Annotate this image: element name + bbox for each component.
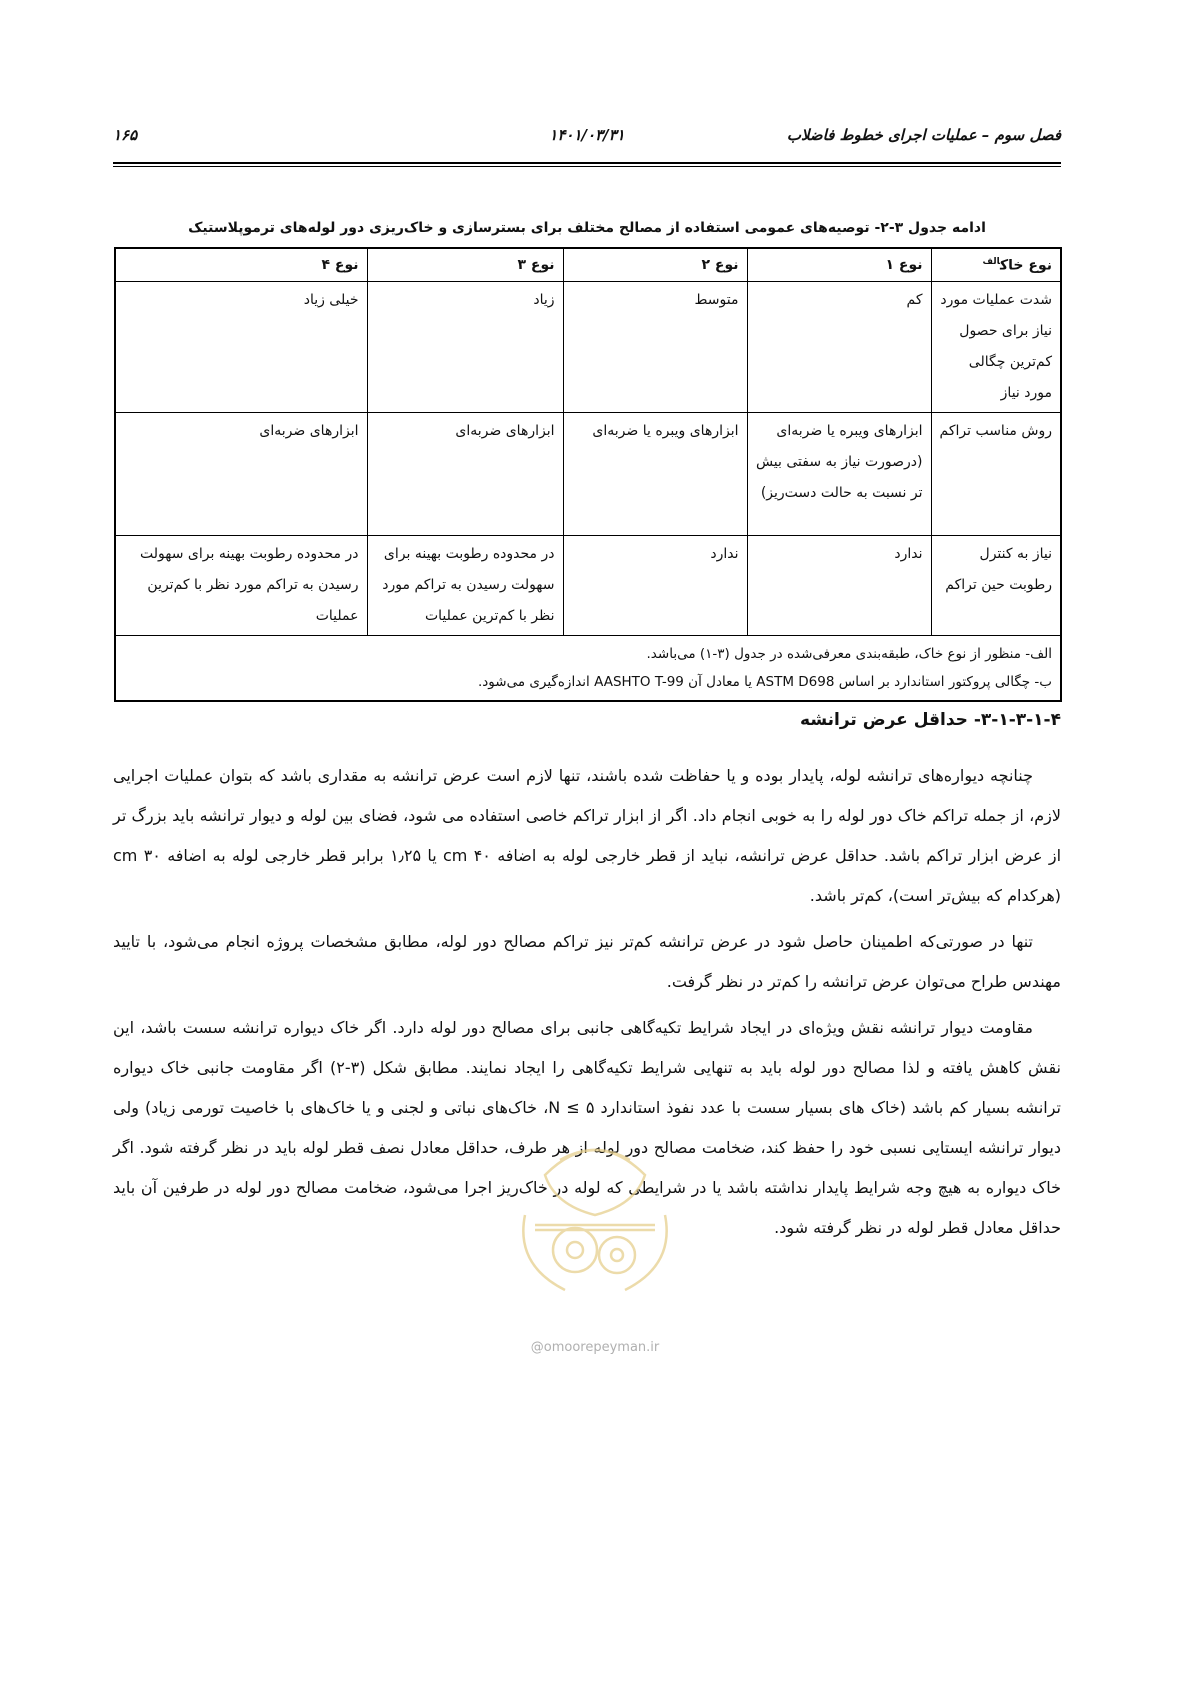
header-date: ۱۴۰۱/۰۳/۳۱ [549, 126, 625, 144]
table-cell: شدت عملیات مورد نیاز برای حصول کم‌ترین چگالی مورد نیاز [931, 282, 1061, 413]
table-row [115, 413, 1061, 536]
table-cell: ابزارهای ویبره یا ضربه‌ای (درصورت نیاز به سفتی بیش تر نسبت به حالت دست‌ریز) [747, 413, 931, 536]
table-header-cell: نوع خاک$^{الف}$ [931, 248, 1061, 282]
header-rule-thin [113, 166, 1061, 167]
table-cell: روش مناسب تراکم [931, 413, 1061, 536]
table-row [115, 536, 1061, 636]
table-header-cell: نوع ۴ [115, 248, 367, 282]
paragraph: مقاومت دیوار ترانشه نقش ویژه‌ای در ایجاد شرایط تکیه‌گاهی جانبی برای مصالح دور لوله دارد. اگر خاک دیواره ترانشه سست باشد، این نقش کاهش یافته و لذا مصالح دور لوله باید به تنهایی شرایط تکیه‌گاهی را ایجاد نمایند. مطابق شکل (۳-۲) اگر مقاومت جانبی خاک دیواره ترانشه بسیار کم باشد (خاک های بسیار سست با عدد نفوذ استاندارد ۵ ≥ N، خاک‌های نباتی و لجنی و یا خاک‌های با خاصیت تورمی زیاد) ولی دیوار ترانشه ایستایی نسبی خود را حفظ کند، ضخامت مصالح دور لوله از هر طرف، حداقل معادل نصف قطر لوله باید در نظر گرفته شود. اگر خاک دیواره به هیچ وجه شرایط پایدار نداشته باشد یا در شرایطی که لوله در خاک‌ریز اجرا می‌شود، ضخامت مصالح دور لوله در طرفین آن باید حداقل معادل قطر لوله در نظر گرفته شود. [113, 1018, 1062, 1237]
table-row [115, 282, 1061, 413]
table-header-cell: نوع ۲ [563, 248, 747, 282]
recommendations-table [114, 247, 1062, 702]
table-cell: خیلی زیاد [115, 282, 367, 413]
paragraph: چنانچه دیواره‌های ترانشه لوله، پایدار بوده و یا حفاظت شده باشند، تنها لازم است عرض ترانشه به مقداری باشد که بتوان عملیات اجرایی لازم، از جمله تراکم خاک دور لوله را به خوبی انجام داد. اگر از ابزار تراکم خاصی استفاده می شود، فضای بین لوله و دیوار ترانشه باید بزرگ تر از عرض ابزار تراکم باشد. حداقل عرض ترانشه، نباید از قطر خارجی لوله به اضافه ۴۰ cm یا ۱٫۲۵ برابر قطر خارجی لوله به اضافه ۳۰ cm (هرکدام که بیش‌تر است)، کم‌تر باشد. [113, 766, 1062, 905]
watermark-logo-icon [505, 1105, 685, 1305]
table-notes-row [115, 636, 1061, 702]
table-header-cell: نوع ۱ [747, 248, 931, 282]
table-note: الف- منظور از نوع خاک، طبقه‌بندی معرفی‌شده در جدول (۳-۱) می‌باشد. [646, 646, 1052, 662]
table-cell: ندارد [747, 536, 931, 636]
table-note: ب- چگالی پروکتور استاندارد بر اساس ASTM D698 یا معادل آن AASHTO T-99 اندازه‌گیری می‌شود. [477, 674, 1052, 690]
chapter-title: فصل سوم – عملیات اجرای خطوط فاضلاب [786, 126, 1061, 144]
table-cell: در محدوده رطوبت بهینه برای سهولت رسیدن به تراکم مورد نظر با کم‌ترین عملیات [367, 536, 563, 636]
table-cell: ابزارهای ضربه‌ای [367, 413, 563, 536]
table-caption: ادامه جدول ۳-۲- توصیه‌های عمومی استفاده از مصالح مختلف برای بسترسازی و خاک‌ریزی دور لوله‌های ترموپلاستیک [188, 220, 986, 236]
table-cell: نیاز به کنترل رطوبت حین تراکم [931, 536, 1061, 636]
watermark-site: @omoorepeyman.ir [530, 1340, 660, 1355]
section-heading: ۳-۱-۳-۱-۴- حداقل عرض ترانشه [800, 710, 1061, 730]
table-header-row [115, 248, 1061, 282]
table-notes [115, 636, 1061, 702]
table-cell: در محدوده رطوبت بهینه برای سهولت رسیدن به تراکم مورد نظر با کم‌ترین عملیات [115, 536, 367, 636]
table-header-cell: نوع ۳ [367, 248, 563, 282]
paragraph: تنها در صورتی‌که اطمینان حاصل شود در عرض ترانشه کم‌تر نیز تراکم مصالح دور لوله، مطابق مشخصات پروژه انجام می‌شود، با تایید مهندس طراح می‌توان عرض ترانشه را کم‌تر در نظر گرفت. [113, 932, 1061, 991]
table-cell: ابزارهای ویبره یا ضربه‌ای [563, 413, 747, 536]
page-number: ۱۶۵ [113, 126, 138, 144]
table-cell: کم [747, 282, 931, 413]
table-cell: زیاد [367, 282, 563, 413]
table-cell: ندارد [563, 536, 747, 636]
page-header [113, 126, 1061, 162]
table-cell: متوسط [563, 282, 747, 413]
table-cell: ابزارهای ضربه‌ای [115, 413, 367, 536]
header-rule-thick [113, 162, 1061, 164]
